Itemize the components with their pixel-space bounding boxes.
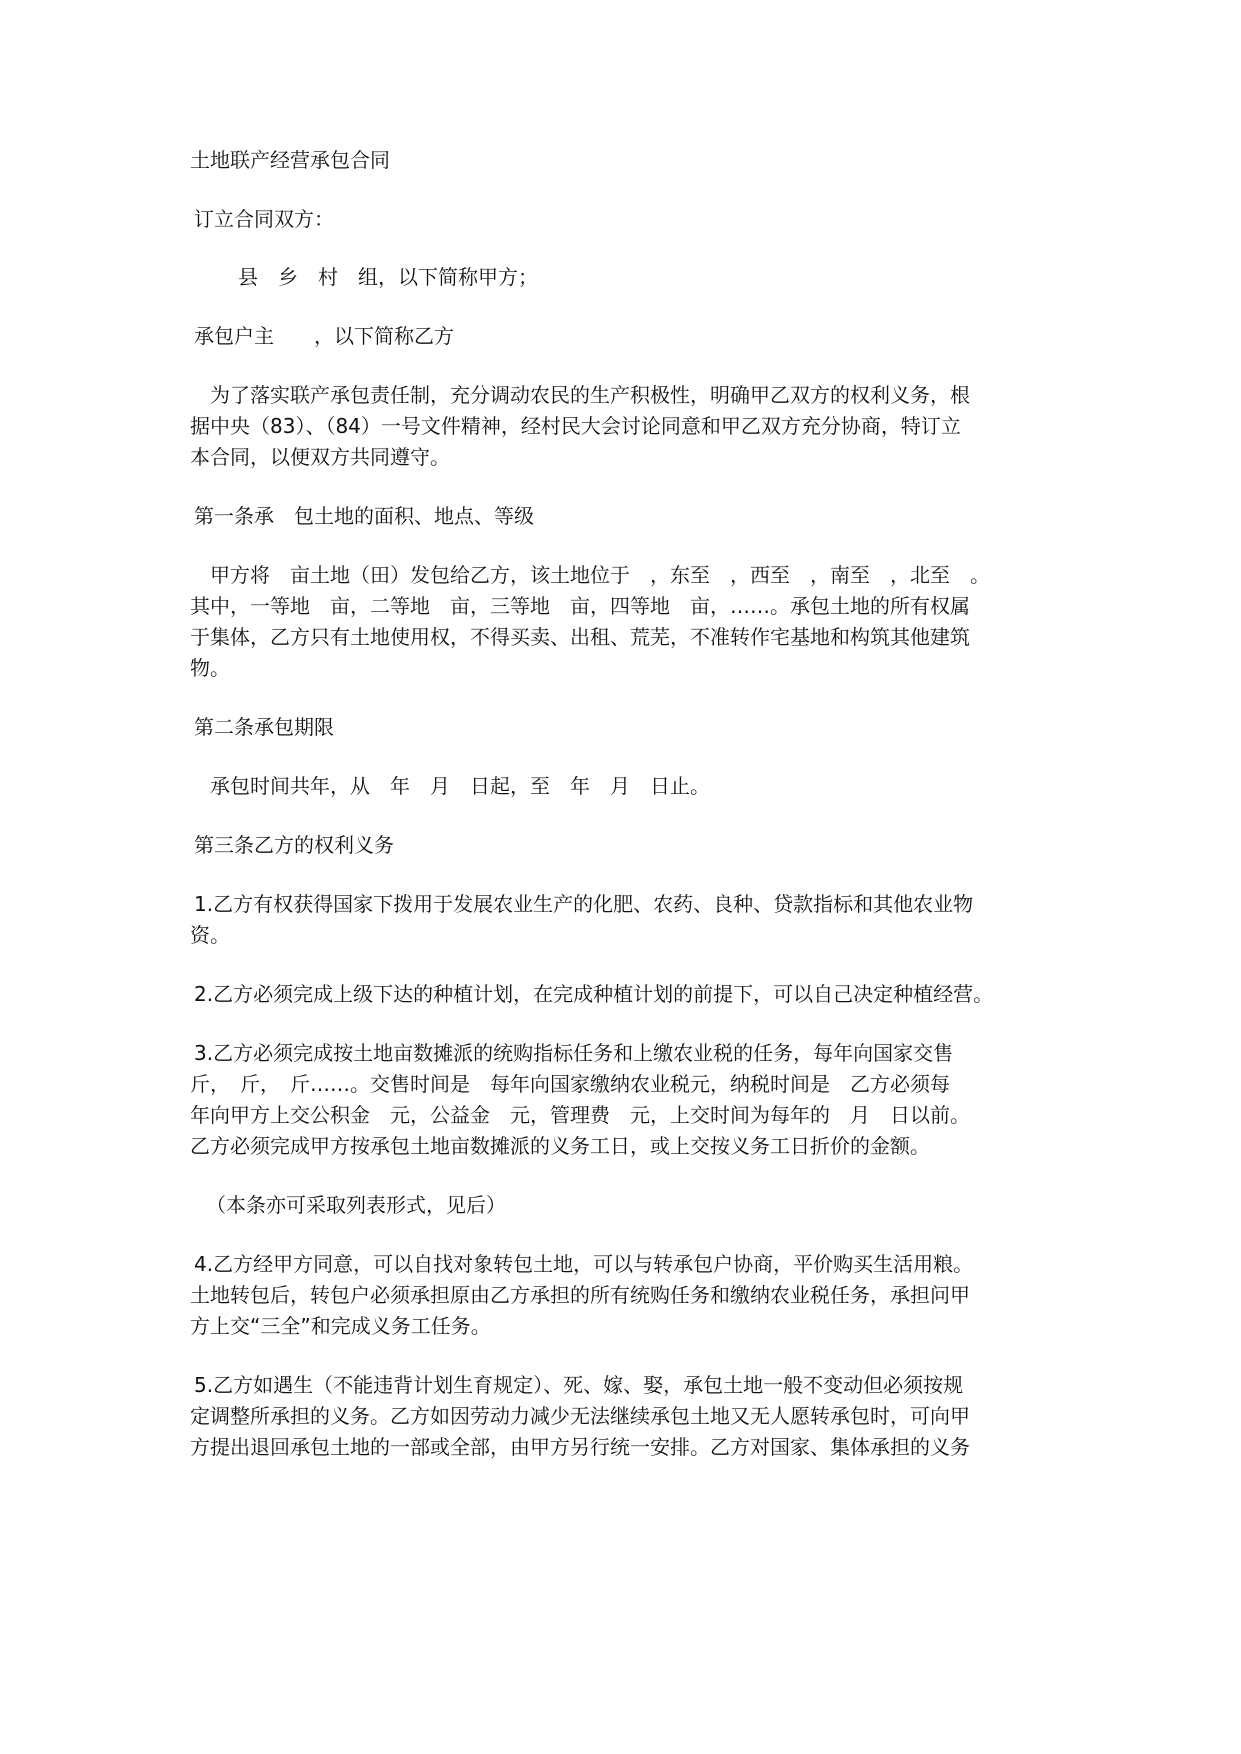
- item4-line: 土地转包后，转包户必须承担原由乙方承担的所有统购任务和缴纳农业税任务，承担问甲: [190, 1283, 970, 1307]
- article2-body: 承包时间共年，从 年 月 日起，至 年 月 日止。: [190, 774, 710, 798]
- article1-line: 甲方将 亩土地（田）发包给乙方，该土地位于 ，东至 ，西至 ，南至 ，北至 。: [190, 563, 990, 587]
- article1-line: 其中，一等地 亩，二等地 亩，三等地 亩，四等地 亩，……。承包土地的所有权属: [190, 594, 970, 618]
- item1-line: 资。: [190, 923, 230, 947]
- article1-line: 物。: [190, 656, 230, 680]
- item5-line: 定调整所承担的义务。乙方如因劳动力减少无法继续承包土地又无人愿转承包时，可向甲: [190, 1404, 970, 1428]
- item3-line: 斤， 斤， 斤……。交售时间是 每年向国家缴纳农业税元，纳税时间是 乙方必须每: [190, 1072, 950, 1096]
- item4-line: 方上交“三全”和完成义务工任务。: [190, 1314, 491, 1338]
- preamble-line: 本合同，以便双方共同遵守。: [190, 445, 450, 469]
- note-line: （本条亦可采取列表形式，见后）: [196, 1193, 506, 1217]
- article3-heading: 第三条乙方的权利义务: [194, 833, 394, 857]
- item4-line: 4.乙方经甲方同意，可以自找对象转包土地，可以与转承包户协商，平价购买生活用粮。: [194, 1252, 974, 1276]
- item5-line: 5.乙方如遇生（不能违背计划生育规定）、死、嫁、娶，承包土地一般不变动但必须按规: [194, 1373, 964, 1397]
- item2-line: 2.乙方必须完成上级下达的种植计划，在完成种植计划的前提下，可以自己决定种植经营。: [194, 982, 994, 1006]
- article2-heading: 第二条承包期限: [194, 715, 334, 739]
- item3-line: 3.乙方必须完成按土地亩数摊派的统购指标任务和上缴农业税的任务，每年向国家交售: [194, 1041, 954, 1065]
- party-a-line: 县 乡 村 组，以下简称甲方；: [238, 265, 538, 289]
- item3-line: 乙方必须完成甲方按承包土地亩数摊派的义务工日，或上交按义务工日折价的金额。: [190, 1134, 930, 1158]
- article1-heading: 第一条承 包土地的面积、地点、等级: [194, 504, 534, 528]
- article1-line: 于集体，乙方只有土地使用权，不得买卖、出租、荒芜，不准转作宅基地和构筑其他建筑: [190, 625, 970, 649]
- item1-line: 1.乙方有权获得国家下拨用于发展农业生产的化肥、农药、良种、贷款指标和其他农业物: [194, 892, 974, 916]
- party-b-line: 承包户主 ，以下简称乙方: [194, 324, 454, 348]
- parties-heading: 订立合同双方：: [194, 207, 334, 231]
- preamble-line: 为了落实联产承包责任制，充分调动农民的生产积极性，明确甲乙双方的权利义务，根: [190, 383, 970, 407]
- preamble-line: 据中央（83）、（84）一号文件精神，经村民大会讨论同意和甲乙双方充分协商，特订立: [190, 414, 961, 438]
- document-title: 土地联产经营承包合同: [190, 148, 390, 172]
- item5-line: 方提出退回承包土地的一部或全部，由甲方另行统一安排。乙方对国家、集体承担的义务: [190, 1435, 970, 1459]
- item3-line: 年向甲方上交公积金 元，公益金 元，管理费 元，上交时间为每年的 月 日以前。: [190, 1103, 970, 1127]
